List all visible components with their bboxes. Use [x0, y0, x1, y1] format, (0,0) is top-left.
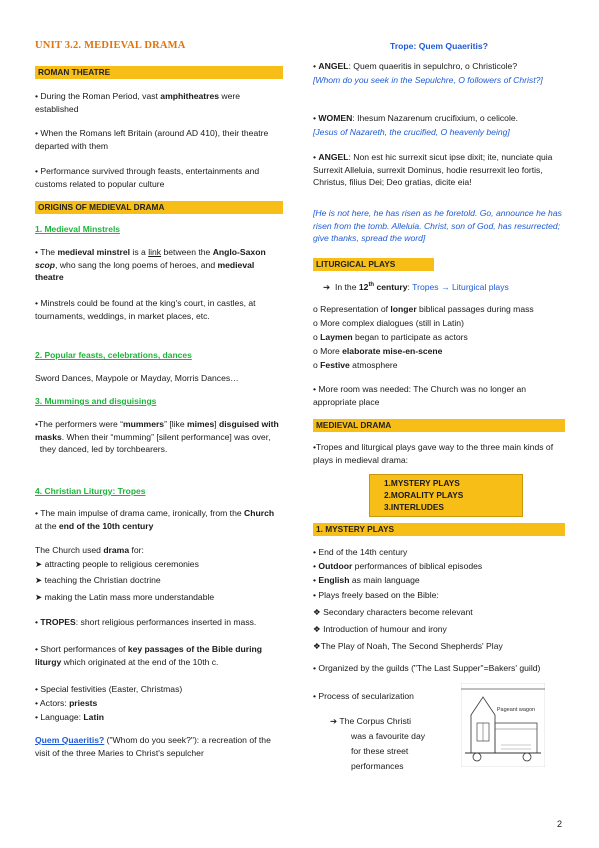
church-used-list-item: ➤ attracting people to religious ceremonies	[35, 559, 199, 569]
subheading-feasts: 2. Popular feasts, celebrations, dances	[35, 350, 192, 360]
feasts-paragraph: Sword Dances, Maypole or Mayday, Morris Dances…	[35, 373, 239, 383]
angel-translation-1: [Whom do you seek in the Sepulchre, O followers of Christ?]	[313, 75, 543, 85]
women-line: • WOMEN: Ihesum Nazarenum crucifixium, o celicole.	[313, 113, 519, 123]
subheading-liturgy: 4. Christian Liturgy: Tropes	[35, 486, 146, 496]
mystery-list-item: • English as main language	[313, 575, 420, 585]
play-type-item: 2.MORALITY PLAYS	[384, 490, 464, 501]
sketch-label: Pageant wagon	[496, 707, 536, 713]
liturgy-paragraph: • The main impulse of drama came, ironically, from the Church at the end of the 10th century	[35, 508, 275, 531]
trope-title: Trope: Quem Quaeritis?	[390, 41, 488, 51]
mystery-plays-heading: 1. MYSTERY PLAYS	[313, 523, 565, 536]
page-number: 2	[557, 819, 563, 829]
angel-line-1: • ANGEL: Quem quaeritis in sepulchro, o Christicole?	[313, 61, 518, 71]
roman-bullet-1: • During the Roman Period, vast amphitheatres were established	[35, 91, 241, 114]
roman-theatre-heading: ROMAN THEATRE	[35, 66, 283, 79]
liturgical-list-item: o More complex dialogues (still in Latin)	[313, 318, 464, 328]
corpus-line: ➔ The Corpus Christi	[330, 716, 412, 726]
angel-translation-2: [He is not here, he has risen as he foretold. Go, announce he has risen from the tomb. Alleluia. Christ, son of God, has resurrected; give thanks, spread the word]	[313, 208, 562, 244]
minstrels-paragraph-1: • The medieval minstrel is a link between the Anglo-Saxon scop, who sang the long poems of heroes, and medieval theatre	[35, 247, 266, 283]
minstrels-paragraph-2: • Minstrels could be found at the king's court, in castles, at tournaments, weddings, in market places, etc.	[35, 298, 256, 321]
mystery-list-item: • End of the 14th century	[313, 547, 408, 557]
church-used-drama: The Church used drama for:	[35, 545, 144, 555]
women-translation: [Jesus of Nazareth, the crucified, O heavenly being]	[313, 127, 510, 137]
corpus-line: was a favourite day	[351, 731, 426, 741]
liturgical-list-item: o Laymen began to participate as actors	[313, 332, 468, 342]
liturgical-list-item: o More elaborate mise-en-scene	[313, 346, 443, 356]
quem-quaeritis-paragraph: Quem Quaeritis? ("Whom do you seek?"): a recreation of the visit of the three Maries to Christ's sepulcher	[35, 735, 271, 758]
medieval-drama-heading: MEDIEVAL DRAMA	[313, 419, 565, 432]
corpus-line: performances	[351, 761, 404, 771]
mummings-paragraph: •The performers were “mummers” [like mimes] disguised with masks. When their “mumming” [silent performance] was over, they danced, led by torchbearers.	[35, 419, 279, 455]
tropes-bible-passages: • Short performances of key passages of the Bible during liturgy which originated at the end of the 10th c.	[35, 644, 263, 667]
liturgical-list-item: o Representation of longer biblical passages during mass	[313, 304, 534, 314]
liturgical-list-item: o Festive atmosphere	[313, 360, 398, 370]
roman-bullet-2: • When the Romans left Britain (around AD 410), their theatre departed with them	[35, 128, 269, 151]
secularization-line: • Process of secularization	[313, 691, 414, 701]
play-type-item: 1.MYSTERY PLAYS	[384, 478, 460, 488]
liturgical-plays-heading: LITURGICAL PLAYS	[313, 258, 434, 271]
special-festivities: • Special festivities (Easter, Christmas)	[35, 684, 183, 694]
liturgical-arrow-line: ➔ In the 12th century: Tropes → Liturgical plays	[323, 281, 509, 292]
roman-bullet-3: • Performance survived through feasts, entertainments and customs related to popular culture	[35, 166, 260, 189]
pageant-wagon-sketch	[461, 683, 545, 767]
church-used-list-item: ➤ teaching the Christian doctrine	[35, 575, 161, 585]
play-types-box	[369, 474, 523, 517]
quem-quaeritis-link[interactable]: Quem Quaeritis?	[35, 735, 105, 745]
tropes-definition: • TROPES: short religious performances inserted in mass.	[35, 617, 257, 627]
angel-line-2: • ANGEL: Non est hic surrexit sicut ipse dixit; ite, nunciate quia Surrexit Alleluia, surrexit Dominus, hodie resurrexit leo fortis, Christus, filius Dei; Deo gratias, dicite eia!	[313, 152, 553, 188]
actors-priests: • Actors: priests	[35, 698, 98, 708]
liturgical-note: • More room was needed: The Church was no longer an appropriate place	[313, 384, 527, 407]
mystery-list-item: ❖ Introduction of humour and irony	[313, 624, 447, 634]
mystery-list-item: • Plays freely based on the Bible:	[313, 590, 439, 600]
church-used-list-item: ➤ making the Latin mass more understandable	[35, 592, 215, 602]
play-type-item: 3.INTERLUDES	[384, 502, 444, 513]
medieval-drama-paragraph: •Tropes and liturgical plays gave way to the three main kinds of plays in medieval drama:	[313, 442, 554, 465]
language-latin: • Language: Latin	[35, 712, 104, 722]
mystery-list-item: ❖ Secondary characters become relevant	[313, 607, 473, 617]
subheading-minstrels: 1. Medieval Minstrels	[35, 224, 121, 234]
origins-heading: ORIGINS OF MEDIEVAL DRAMA	[35, 201, 283, 214]
corpus-line: for these street	[351, 746, 409, 756]
unit-title: UNIT 3.2. MEDIEVAL DRAMA	[35, 40, 186, 51]
mystery-list-item: ❖The Play of Noah, The Second Shepherds' Play	[313, 641, 503, 651]
guilds-paragraph: • Organized by the guilds ("The Last Supper"=Bakers' guild)	[313, 663, 541, 673]
mystery-list-item: • Outdoor performances of biblical episodes	[313, 561, 483, 571]
subheading-mummings: 3. Mummings and disguisings	[35, 396, 157, 406]
